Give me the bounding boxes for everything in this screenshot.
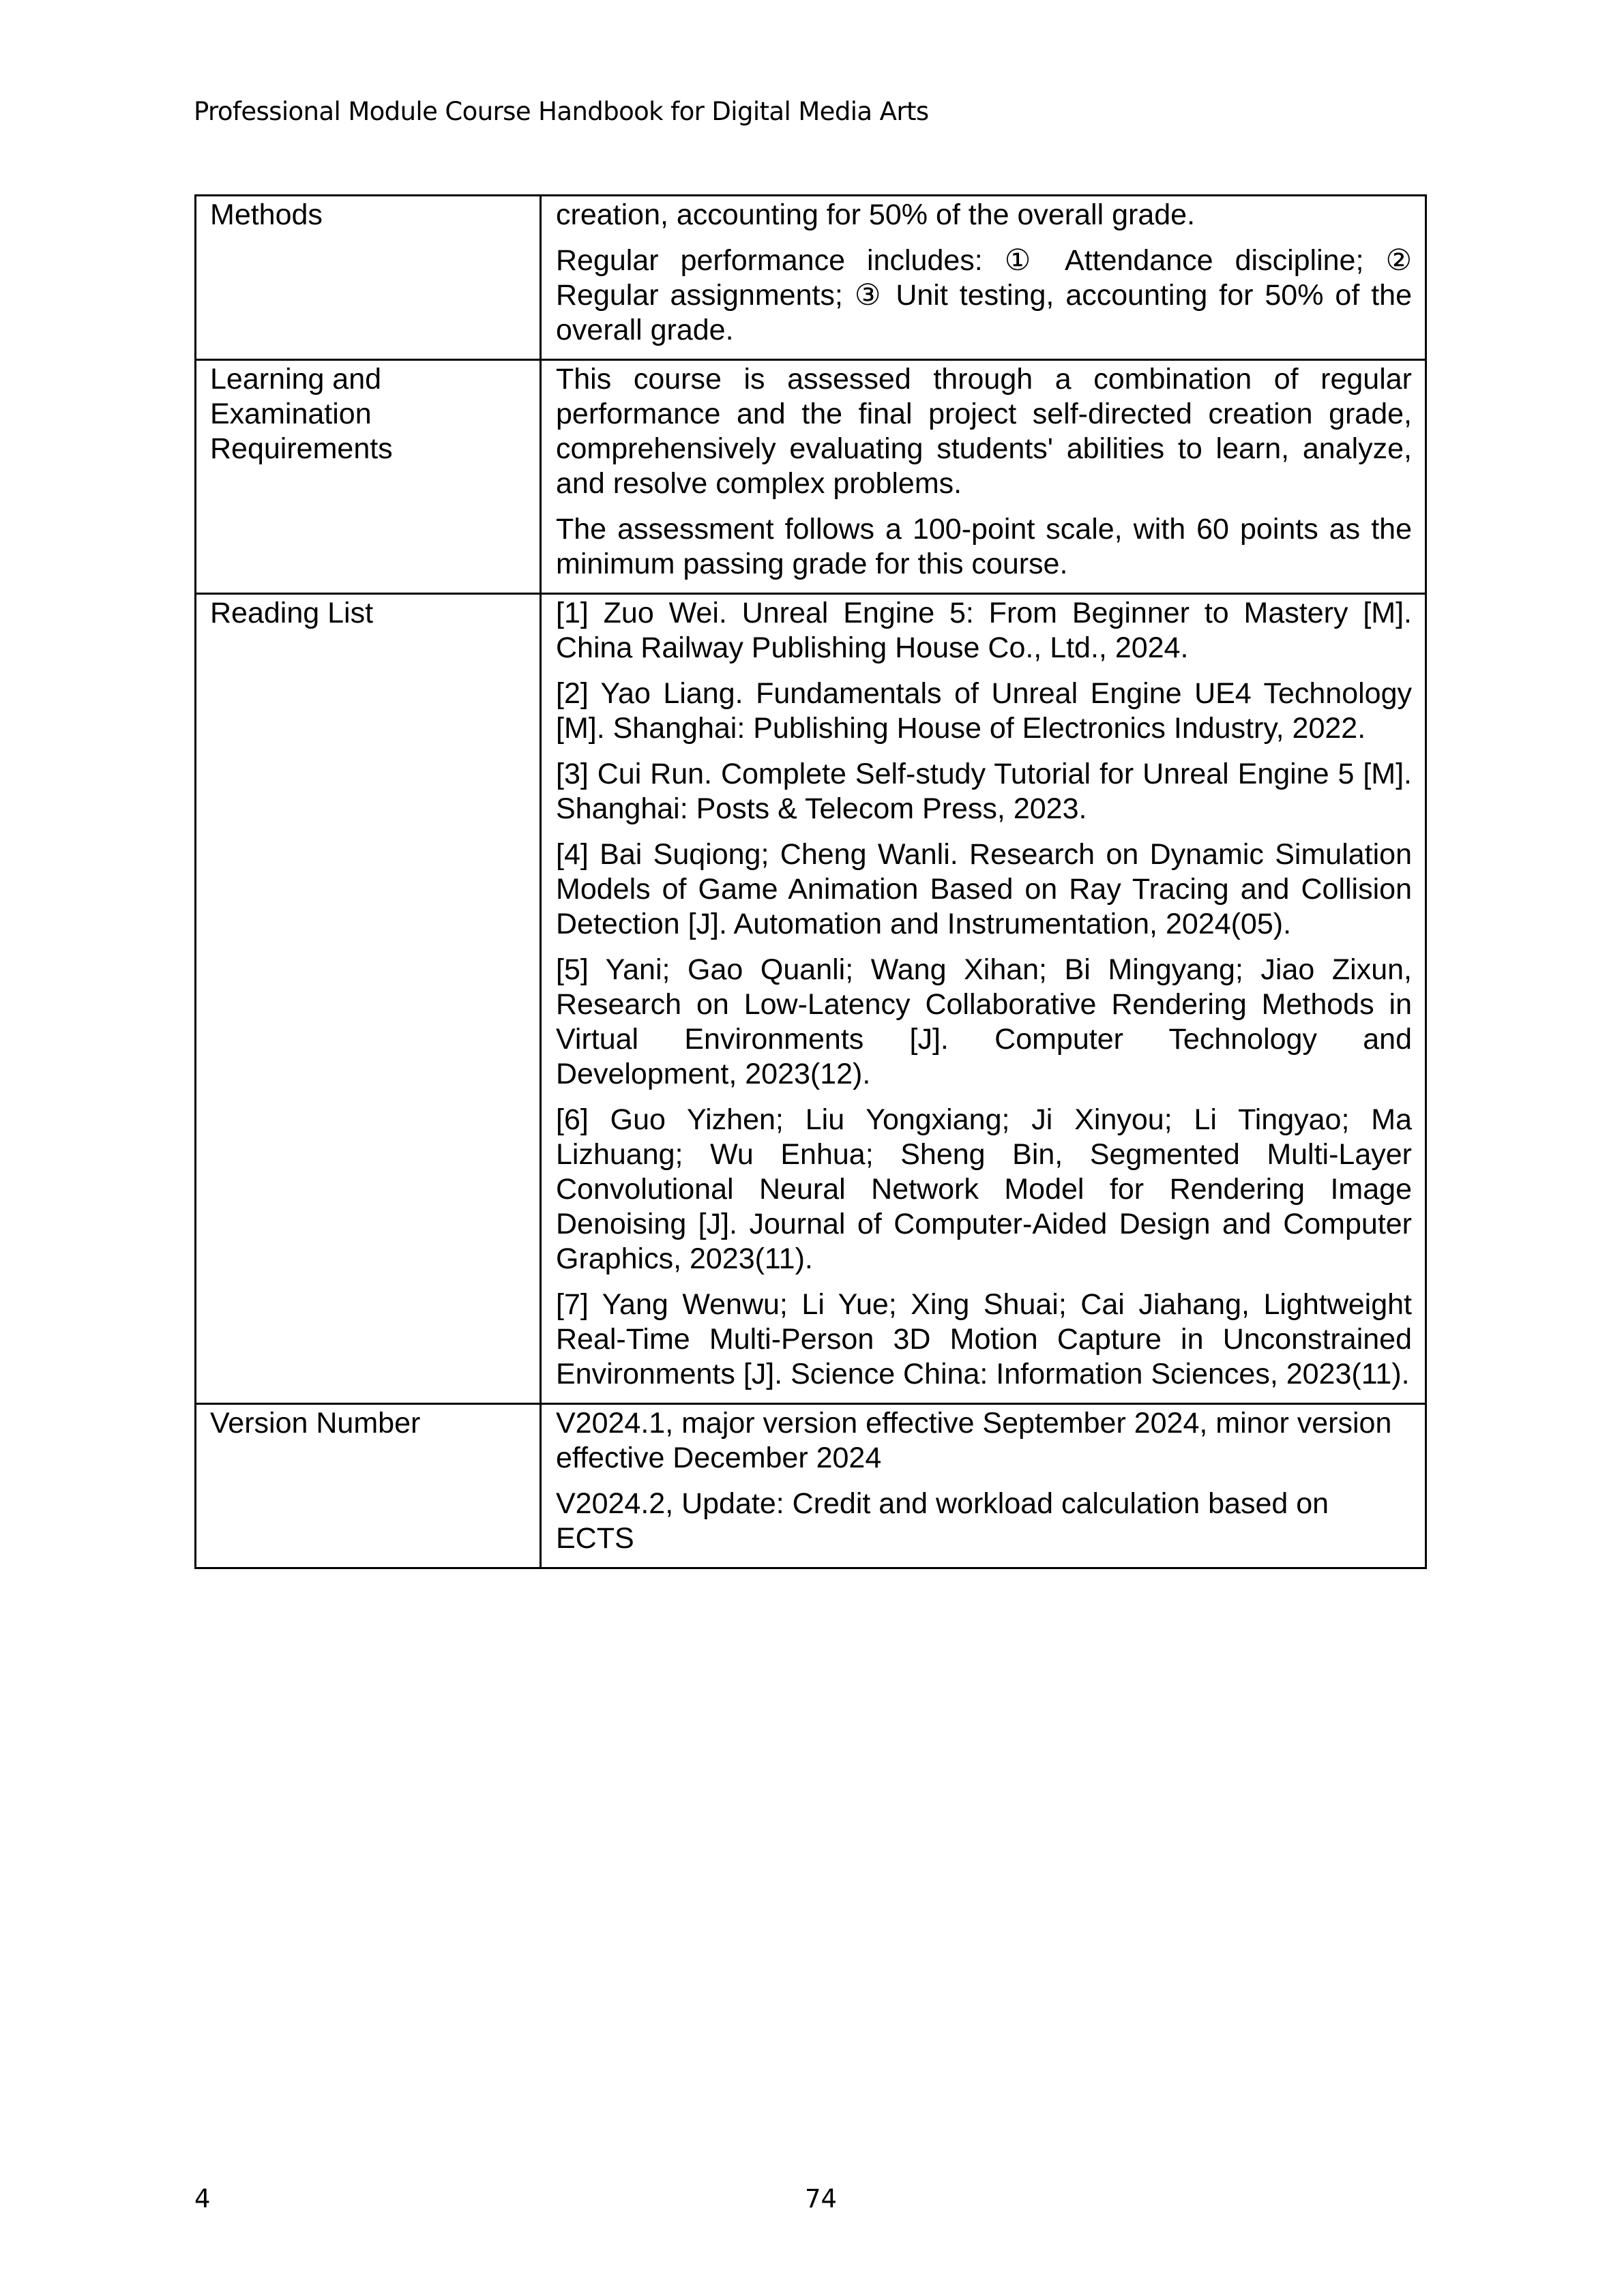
reading-list-item-2: [2] Yao Liang. Fundamentals of Unreal Engine UE4 Technology [M]. Shanghai: Publishing House of Electronics Industry, 2022. (556, 677, 1412, 745)
version-paragraph-1: V2024.1, major version effective September 2024, minor version effective December 2024 (556, 1407, 1392, 1474)
row-content-methods (541, 196, 1426, 360)
page-header-title: Professional Module Course Handbook for Digital Media Arts (194, 97, 929, 126)
reading-list-item-1: [1] Zuo Wei. Unreal Engine 5: From Beginner to Mastery [M]. China Railway Publishing House Co., Ltd., 2024. (556, 597, 1412, 664)
requirements-paragraph-1: This course is assessed through a combination of regular performance and the final project self-directed creation grade, comprehensively evaluating students' abilities to learn, analyze, and resolve complex problems. (556, 363, 1412, 500)
row-label-methods: Methods (196, 196, 541, 360)
requirements-paragraph-2: The assessment follows a 100-point scale, with 60 points as the minimum passing grade for this course. (556, 513, 1412, 580)
table-row-reading-list (196, 594, 1426, 1404)
row-content-reading-list (541, 594, 1426, 1404)
reading-list-item-5: [5] Yani; Gao Quanli; Wang Xihan; Bi Mingyang; Jiao Zixun, Research on Low-Latency Collaborative Rendering Methods in Virtual Environments [J]. Computer Technology and Development, 2023(12). (556, 953, 1412, 1090)
row-content-version-number (541, 1404, 1426, 1568)
row-content-learning-requirements (541, 360, 1426, 594)
course-info-table (194, 194, 1427, 1569)
footer-left-number: 4 (194, 2184, 211, 2213)
table-row-methods (196, 196, 1426, 360)
reading-list-item-3: [3] Cui Run. Complete Self-study Tutorial for Unreal Engine 5 [M]. Shanghai: Posts & Telecom Press, 2023. (556, 758, 1412, 825)
row-label-reading-list: Reading List (196, 594, 541, 1404)
table-row-version-number (196, 1404, 1426, 1568)
page-number: 74 (805, 2184, 838, 2213)
row-label-learning-requirements: Learning and Examination Requirements (196, 360, 541, 594)
methods-paragraph-2: Regular performance includes: ① Attendance discipline; ② Regular assignments; ③ Unit testing, accounting for 50% of the overall grade. (556, 244, 1412, 346)
row-label-version-number: Version Number (196, 1404, 541, 1568)
reading-list-item-4: [4] Bai Suqiong; Cheng Wanli. Research on Dynamic Simulation Models of Game Animation Based on Ray Tracing and Collision Detection [J]. Automation and Instrumentation, 2024(05). (556, 838, 1412, 940)
methods-paragraph-1: creation, accounting for 50% of the overall grade. (556, 198, 1196, 231)
reading-list-item-7: [7] Yang Wenwu; Li Yue; Xing Shuai; Cai Jiahang, Lightweight Real-Time Multi-Person 3D Motion Capture in Unconstrained Environments [J]. Science China: Information Sciences, 2023(11). (556, 1288, 1412, 1390)
reading-list-item-6: [6] Guo Yizhen; Liu Yongxiang; Ji Xinyou; Li Tingyao; Ma Lizhuang; Wu Enhua; Sheng Bin, Segmented Multi-Layer Convolutional Neural Network Model for Rendering Image Denoising [J]. Journal of Computer-Aided Design and Computer Graphics, 2023(11). (556, 1103, 1412, 1275)
table-row-learning-requirements (196, 360, 1426, 594)
version-paragraph-2: V2024.2, Update: Credit and workload calculation based on ECTS (556, 1487, 1329, 1555)
